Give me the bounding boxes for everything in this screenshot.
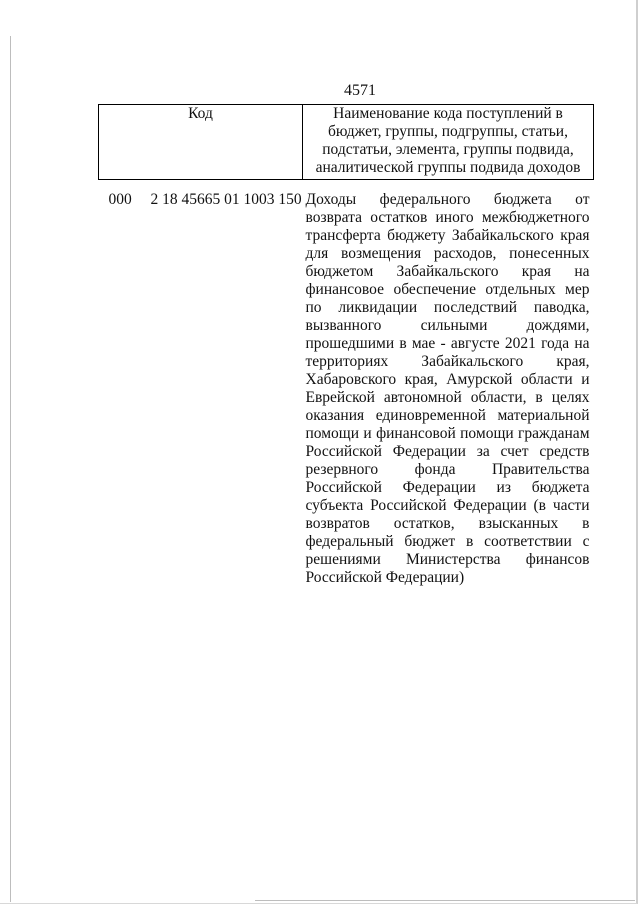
revenue-code: 2 18 45665 01 1003 150: [150, 191, 302, 208]
table-header-row: [99, 105, 594, 180]
row-description: Доходы федерального бюджета от возврата остатков иного межбюджетного трансферта бюджету Забайкальского края для возмещения расходов, понесенных бюджетом Забайкальского края на финансовое обеспечение отдельных мер по ликвидации последствий паводка, вызванного сильными дождями, прошедшими в мае - августе 2021 года на территориях Забайкальского края, Хабаровского края, Амурской области и Еврейской автономной области, в целях оказания единовременной материальной помощи и финансовой помощи гражданам Российской Федерации за счет средств резервного фонда Правительства Российской Федерации из бюджета субъекта Российской Федерации (в части возвратов остатков, взысканных в федеральный бюджет в соответствии с решениями Министерства финансов Российской Федерации): [305, 191, 590, 586]
page-number: 4571: [344, 82, 376, 99]
admin-code: 000: [108, 191, 132, 208]
scan-edge-line: [10, 36, 11, 902]
table-row: [99, 190, 594, 587]
scan-bottom-line: [255, 900, 635, 901]
revenue-code-table: [98, 104, 594, 587]
header-code: Код: [99, 105, 303, 180]
header-name: Наименование кода поступлений в бюджет, группы, подгруппы, статьи, подстатьи, элемента, группы подвида, аналитической группы подвида доходов: [303, 105, 594, 180]
spacer-row: [99, 180, 594, 191]
row-code-cell: [99, 190, 303, 587]
